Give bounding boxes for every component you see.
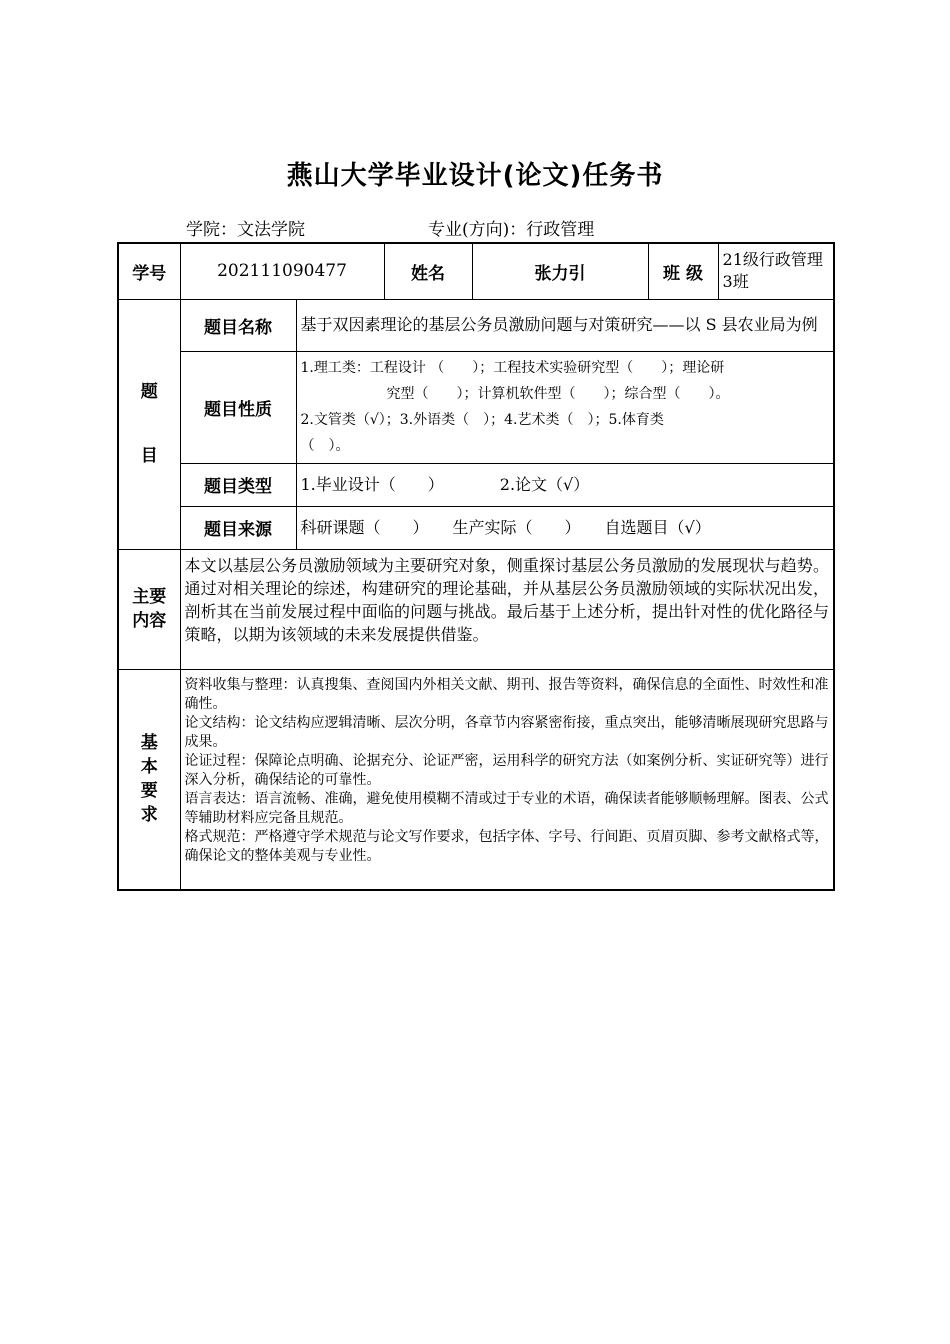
topic-name-label: 题目名称 <box>180 299 296 351</box>
topic-nature-label: 题目性质 <box>180 351 296 463</box>
main-content-label <box>118 549 180 669</box>
requirements-label-1: 基 <box>140 733 158 754</box>
requirements-label <box>118 669 180 890</box>
nature-line-4: （ ）。 <box>300 438 350 454</box>
requirement-item: 论证过程：保障论点明确、论据充分、论证严密，运用科学的研究方法（如案例分析、实证研究等）进行深入分析，确保结论的可靠性。 <box>184 752 829 788</box>
college-field: 学院：文法学院 <box>186 220 305 240</box>
main-content-label-2: 内容 <box>132 611 167 631</box>
topic-source-value: 科研课题（ ） 生产实际（ ） 自选题目（√） <box>296 506 834 549</box>
nature-line-3: 2.文管类（√）；3.外语类（ ）；4.艺术类（ ）；5.体育类 <box>300 412 664 428</box>
nature-line-2: 究型（ ）；计算机软件型（ ）；综合型（ ）。 <box>386 386 730 402</box>
major-field: 专业(方向)：行政管理 <box>428 220 595 240</box>
requirements-label-4: 求 <box>140 805 158 826</box>
topic-group-label <box>118 299 180 549</box>
student-id-value: 202111090477 <box>180 243 384 299</box>
requirement-item: 论文结构：论文结构应逻辑清晰、层次分明，各章节内容紧密衔接，重点突出，能够清晰展现研究思路与成果。 <box>184 714 829 750</box>
nature-line-1: 1.理工类：工程设计 （ ）；工程技术实验研究型（ ）；理论研 <box>300 360 725 376</box>
requirements-row <box>118 669 834 890</box>
main-content-text: 本文以基层公务员激励领域为主要研究对象，侧重探讨基层公务员激励的发展现状与趋势。通过对相关理论的综述，构建研究的理论基础，并从基层公务员激励领域的实际状况出发，剖析其在当前发展过程中面临的问题与挑战。最后基于上述分析，提出针对性的优化路径与策略，以期为该领域的未来发展提供借鉴。 <box>180 549 834 669</box>
main-content-label-1: 主要 <box>132 587 167 607</box>
topic-source-label: 题目来源 <box>180 506 296 549</box>
student-info-row <box>118 243 834 299</box>
requirements-label-2: 本 <box>140 757 158 778</box>
topic-type-row <box>118 463 834 506</box>
name-value: 张力引 <box>472 243 648 299</box>
document-title: 燕山大学毕业设计(论文)任务书 <box>286 161 664 191</box>
topic-type-label: 题目类型 <box>180 463 296 506</box>
requirement-item: 语言表达：语言流畅、准确，避免使用模糊不清或过于专业的术语，确保读者能够顺畅理解。图表、公式等辅助材料应完备且规范。 <box>184 790 829 826</box>
topic-group-label-1: 题 <box>140 382 158 402</box>
topic-type-value: 1.毕业设计（ ） 2.论文（√） <box>296 463 834 506</box>
requirement-item: 资料收集与整理：认真搜集、查阅国内外相关文献、期刊、报告等资料，确保信息的全面性、时效性和准确性。 <box>184 676 829 712</box>
name-label: 姓名 <box>384 243 472 299</box>
topic-group-label-2: 目 <box>140 446 158 466</box>
task-table <box>117 242 835 891</box>
main-content-row <box>118 549 834 669</box>
topic-name-value: 基于双因素理论的基层公务员激励问题与对策研究——以 S 县农业局为例 <box>296 299 834 351</box>
topic-nature-value <box>296 351 834 463</box>
class-label: 班 级 <box>648 243 718 299</box>
topic-name-row <box>118 299 834 351</box>
topic-source-row <box>118 506 834 549</box>
student-id-label: 学号 <box>118 243 180 299</box>
requirement-item: 格式规范：严格遵守学术规范与论文写作要求，包括字体、字号、行间距、页眉页脚、参考文献格式等，确保论文的整体美观与专业性。 <box>184 828 829 864</box>
requirements-label-3: 要 <box>140 781 158 802</box>
requirements-list <box>180 669 834 890</box>
topic-nature-row <box>118 351 834 463</box>
class-value: 21级行政管理3班 <box>718 243 834 299</box>
